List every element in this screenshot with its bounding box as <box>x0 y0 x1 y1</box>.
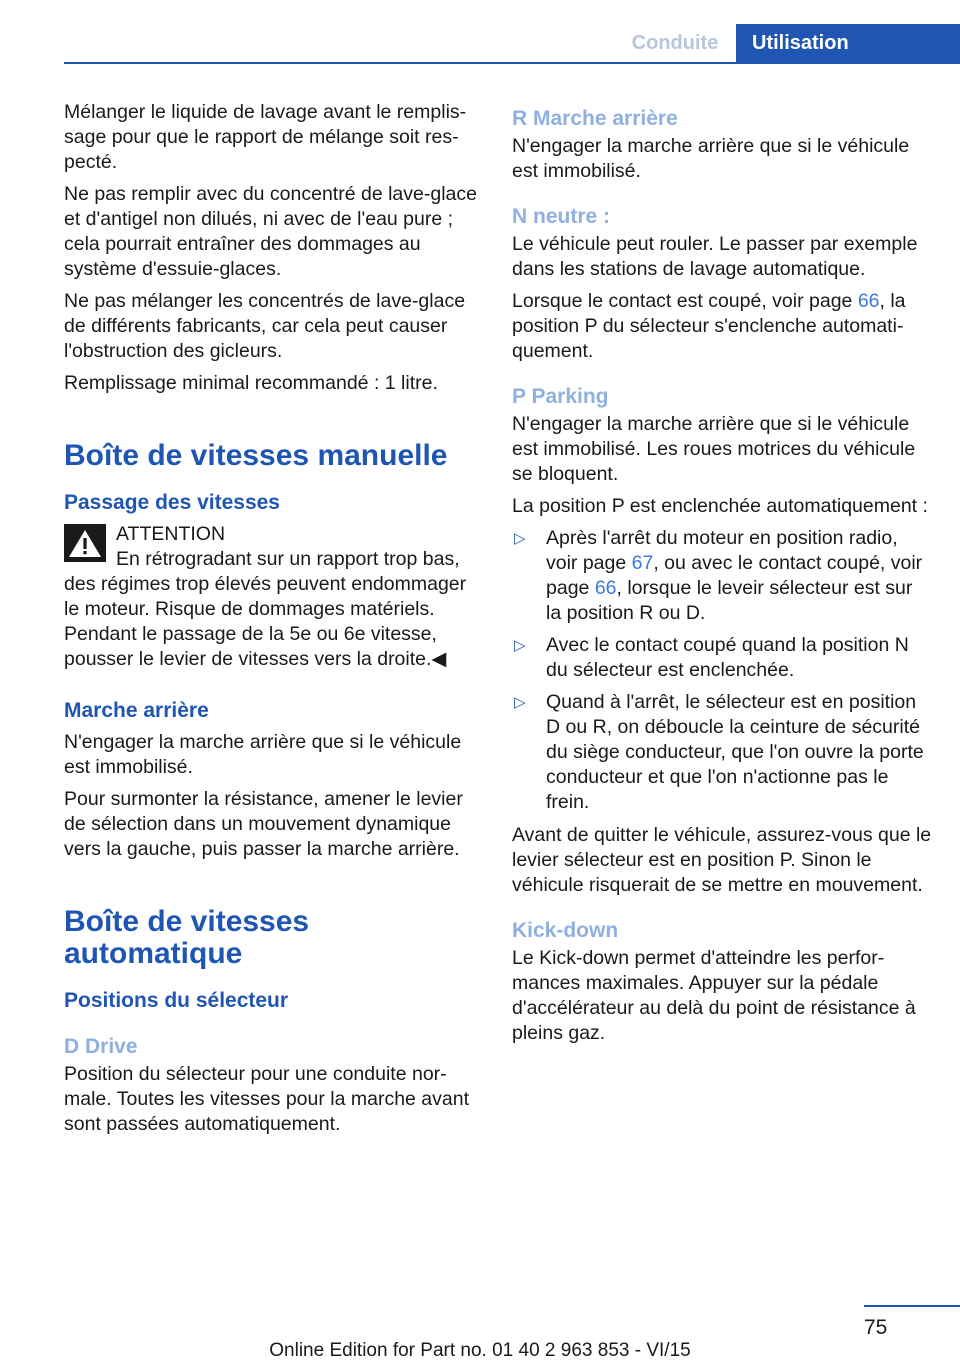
paragraph: N'engager la marche arrière que si le véhicule est immobilisé. <box>512 135 910 182</box>
paragraph: Remplissage minimal recommandé : 1 litre. <box>64 372 438 394</box>
paragraph: Pour surmonter la résistance, amener le levier de sélection dans un mouvement dynamique vers la gauche, puis passer la marche arrière. <box>64 788 463 860</box>
paragraph: La position P est enclenchée automatiquement : <box>512 495 928 517</box>
paragraph: Le véhicule peut rouler. Le passer par exemple dans les stations de lavage automatique. <box>512 233 918 280</box>
paragraph: Le Kick-down permet d'atteindre les performances maximales. Appuyer sur la pédale d'accélérateur au delà du point de résistance à pleins gaz. <box>512 947 916 1044</box>
list-item: ▷ Quand à l'arrêt, le sélecteur est en position D ou R, on déboucle la ceinture de sécurité du siège conducteur, que l'on ouvre la porte conducteur et que l'on n'actionne pas le frein. <box>514 691 924 813</box>
paragraph: Avant de quitter le véhicule, assurez-vous que le levier sélecteur est en position P. Sinon le véhicule risquerait de se mettre en mouvement. <box>512 824 932 896</box>
subsection-heading-shift: Passage des vitesses <box>64 491 280 514</box>
page-link[interactable]: 67 <box>631 552 654 574</box>
paragraph: Position du sélecteur pour une conduite normale. Toutes les vitesses pour la marche avant sont passées automatiquement. <box>64 1063 470 1135</box>
heading-neutral: N neutre : <box>512 205 611 228</box>
list-item: ▷ Après l'arrêt du moteur en position radio, voir page 67, ou avec le contact coupé, voir page 66, lorsque le leveir sélecteur est sur la position R ou D. <box>514 527 923 624</box>
heading-kickdown: Kick-down <box>512 919 619 942</box>
section-heading-manual: Boîte de vitesses manuelle <box>64 439 448 472</box>
section-tab[interactable]: Utilisation <box>736 24 960 62</box>
page-number: 75 <box>864 1316 888 1339</box>
bullet-list <box>512 526 932 815</box>
warning-block <box>64 522 482 672</box>
heading-reverse-gear: R Marche arrière <box>512 107 678 130</box>
right-column <box>512 100 932 1053</box>
subsection-heading-reverse: Marche arrière <box>64 699 209 722</box>
page-link[interactable]: 66 <box>857 290 880 312</box>
paragraph: Ne pas mélanger les concentrés de lave-glace de différents fabricants, car cela peut causer l'obstruction des gicleurs. <box>64 290 466 362</box>
edition-footer: Online Edition for Part no. 01 40 2 963 853 - VI/15 <box>269 1340 691 1361</box>
bullet-triangle-icon: ▷ <box>514 694 526 711</box>
heading-parking: P Parking <box>512 385 609 408</box>
warning-title: ATTENTION <box>116 523 226 545</box>
paragraph: Mélanger le liquide de lavage avant le remplissage pour que le rapport de mélange soit respecté. <box>64 101 467 173</box>
page-link[interactable]: 66 <box>594 577 617 599</box>
chapter-tab[interactable]: Conduite <box>631 31 719 54</box>
subsection-heading-positions: Positions du sélecteur <box>64 989 289 1012</box>
bullet-triangle-icon: ▷ <box>514 530 526 547</box>
warning-text: En rétrogradant sur un rapport trop bas, des régimes trop élevés peuvent endommager le moteur. Risque de dommages matériels. Pendant le passage de la 5e ou 6e vitesse, pousser le levier de vitesses vers la droite.◀ <box>64 548 467 670</box>
list-item: ▷ Avec le contact coupé quand la position N du sélecteur est enclenchée. <box>514 634 909 681</box>
paragraph: N'engager la marche arrière que si le véhicule est immobilisé. <box>64 731 462 778</box>
left-column <box>64 100 482 1144</box>
paragraph: N'engager la marche arrière que si le véhicule est immobilisé. Les roues motrices du véhicule se bloquent. <box>512 413 916 485</box>
page-number-rule <box>864 1305 960 1307</box>
paragraph: Lorsque le contact est coupé, voir page 66, la position P du sélecteur s'enclenche automatiquement. <box>512 290 906 362</box>
paragraph: Ne pas remplir avec du concentré de lave-glace et d'antigel non dilués, ni avec de l'eau pure ; cela pourrait entraîner des dommages au système d'essuie-glaces. <box>64 183 477 280</box>
header-divider <box>64 62 960 64</box>
section-heading-automatic: Boîte de vitesses automatique <box>64 905 310 970</box>
bullet-triangle-icon: ▷ <box>514 637 526 654</box>
page-header <box>0 0 960 62</box>
heading-drive: D Drive <box>64 1035 138 1058</box>
warning-icon <box>64 524 106 562</box>
